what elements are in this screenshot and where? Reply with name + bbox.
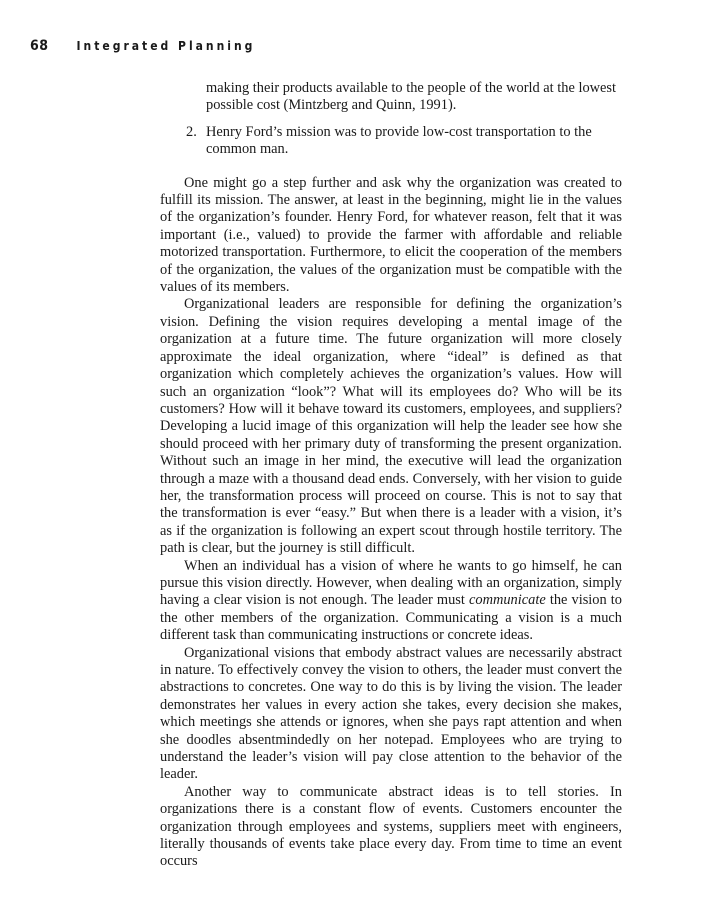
paragraph-3-emphasis: communicate xyxy=(468,592,546,609)
list-item-1-continuation: making their products available to the people of the world at the lowest possible cost (Mintzberg and Quinn, 1991). xyxy=(206,80,617,114)
list-item-2-text: Henry Ford’s mission was to provide low-cost transportation to the common man. xyxy=(206,123,592,158)
paragraph-3-text-a: When an individual has a vision of where he wants to go himself, he can pursue this vision directly. However, when dealing with an organization, simply having a clear vision is not enough. The leader must xyxy=(160,557,622,609)
paragraph-5: Another way to communicate abstract ideas is to tell stories. In organizations there is a constant flow of events. Customers encounter the organization through employees and systems, suppliers meet with engineers, literally thousands of events take place every day. From time to time an event occurs xyxy=(160,783,622,870)
page-number: 68 xyxy=(30,38,49,54)
page-header xyxy=(30,38,255,54)
list-item-2 xyxy=(186,124,622,159)
body-text xyxy=(160,80,622,871)
list-item-2-number: 2. xyxy=(186,123,197,140)
paragraph-3-text-b: the vision to the other members of the organization. Communicating a vision is a much different task than communicating instructions or concrete ideas. xyxy=(160,592,623,644)
paragraph-4: Organizational visions that embody abstract values are necessarily abstract in nature. To effectively convey the vision to others, the leader must convert the abstractions to concretes. One way to do this is by living the vision. The leader demonstrates her values in every action she takes, every decision she makes, which meetings she attends or ignores, when she pays rapt attention and when she doodles absentmindedly on her notepad. Employees who are trying to understand the leader’s vision will pay close attention to the behavior of the leader. xyxy=(160,644,622,783)
running-title: Integrated Planning xyxy=(76,39,256,53)
paragraph-1: One might go a step further and ask why the organization was created to fulfill its mission. The answer, at least in the beginning, might lie in the values of the organization’s founder. Henry Ford, for whatever reason, felt that it was important (i.e., valued) to provide the farmer with affordable and reliable motorized transportation. Furthermore, to elicit the cooperation of the members of the organization, the values of the organization must be compatible with the values of its members. xyxy=(160,174,622,296)
paragraph-3 xyxy=(160,558,622,645)
paragraph-2: Organizational leaders are responsible for defining the organization’s vision. Defining the vision requires developing a mental image of the organization at a future time. The future organization will more closely approximate the ideal organization, where “ideal” is defined as that organization which completely achieves the organization’s values. How will such an organization “look”? What will its employees do? Who will be its customers? How will it behave toward its customers, employees, and suppliers? Developing a lucid image of this organization will help the leader see how she should proceed with her primary duty of transforming the present organization. Without such an image in her mind, the executive will lead the organization through a maze with a thousand dead ends. Conversely, with her vision to guide her, the transformation process will proceed on course. This is not to say that the transformation is ever “easy.” But when there is a leader with a vision, it’s as if the organization is following an expert scout through hostile territory. The path is clear, but the journey is still difficult. xyxy=(160,296,622,557)
